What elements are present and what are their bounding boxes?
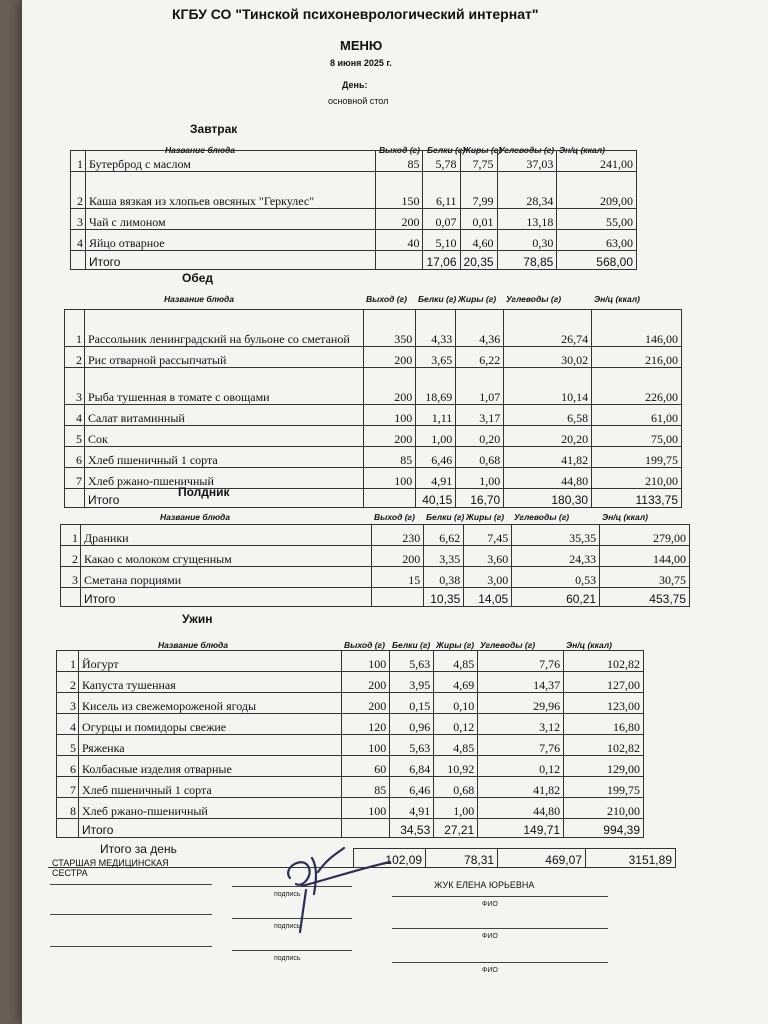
column-header-carbs: Углеводы (г) (514, 512, 570, 522)
dish-number: 7 (57, 777, 79, 798)
meal-title: Полдник (178, 485, 230, 499)
dish-name: Салат витаминный (84, 405, 363, 426)
dish-fat: 1,00 (434, 798, 478, 819)
dish-carbs: 20,20 (504, 426, 592, 447)
dish-fat: 7,45 (464, 525, 512, 546)
dish-protein: 0,15 (390, 693, 434, 714)
role-line-3 (50, 946, 212, 947)
dish-energy: 63,00 (557, 230, 637, 251)
column-header-output: Выход (г) (374, 512, 415, 522)
table-row (57, 714, 644, 735)
dish-name: Бутерброд с маслом (85, 151, 375, 172)
dish-energy: 129,00 (564, 756, 644, 777)
day-total-label: Итого за день (100, 842, 177, 856)
table-row (65, 447, 682, 468)
fio-caption-2: ФИО (482, 933, 498, 940)
table-row (65, 405, 682, 426)
dish-carbs: 0,12 (478, 756, 564, 777)
total-fat: 16,70 (456, 489, 504, 508)
dish-protein: 3,95 (390, 672, 434, 693)
dish-output: 200 (342, 672, 390, 693)
dish-protein: 4,91 (390, 798, 434, 819)
column-header-energy: Эн/ц (ккал) (602, 512, 648, 522)
handwritten-signature (272, 838, 402, 938)
total-fat: 27,21 (434, 819, 478, 838)
dish-protein: 6,11 (423, 172, 460, 209)
dish-output: 15 (372, 567, 424, 588)
total-label: Итого (80, 588, 371, 607)
column-header-fat: Жиры (г) (466, 512, 505, 522)
table-row (71, 151, 637, 172)
fio-line-3 (392, 962, 608, 963)
total-energy: 1133,75 (592, 489, 682, 508)
meal-table (56, 650, 644, 838)
column-header-protein: Белки (г) (418, 294, 457, 304)
dish-fat: 0,10 (434, 693, 478, 714)
table-row (57, 693, 644, 714)
menu-date: 8 июня 2025 г. (330, 58, 392, 68)
total-spacer (71, 251, 86, 270)
sign-caption-2: подпись (274, 923, 301, 930)
dish-number: 2 (57, 672, 79, 693)
dish-energy: 146,00 (592, 310, 682, 347)
menu-sheet (22, 0, 768, 1024)
dish-energy: 16,80 (564, 714, 644, 735)
table-row (65, 310, 682, 347)
dish-number: 8 (57, 798, 79, 819)
total-protein: 10,35 (424, 588, 464, 607)
total-energy: 568,00 (557, 251, 637, 270)
role-title: СТАРШАЯ МЕДИЦИНСКАЯ СЕСТРА (52, 858, 169, 878)
dish-number: 5 (65, 426, 85, 447)
day-total-energy: 3151,89 (586, 849, 676, 868)
dish-name: Каша вязкая из хлопьев овсяных "Геркулес" (85, 172, 375, 209)
dish-carbs: 3,12 (478, 714, 564, 735)
dish-number: 5 (57, 735, 79, 756)
table-row (57, 798, 644, 819)
column-header-carbs: Углеводы (г) (480, 640, 536, 650)
dish-output: 100 (342, 651, 390, 672)
table-row (61, 567, 690, 588)
dish-number: 7 (65, 468, 85, 489)
dish-fat: 4,36 (456, 310, 504, 347)
column-header-output: Выход (г) (379, 145, 420, 155)
dish-name: Ряженка (78, 735, 341, 756)
meal-table (70, 150, 637, 270)
total-fat: 20,35 (460, 251, 497, 270)
column-header-energy: Эн/ц (ккал) (559, 145, 605, 155)
total-row (57, 819, 644, 838)
dish-output: 40 (375, 230, 423, 251)
day-total-carbs: 469,07 (498, 849, 586, 868)
dish-number: 1 (65, 310, 85, 347)
dish-fat: 7,75 (460, 151, 497, 172)
dish-number: 2 (61, 546, 81, 567)
dish-output: 120 (342, 714, 390, 735)
dish-number: 3 (71, 209, 86, 230)
total-label: Итого (84, 489, 363, 508)
dish-output: 200 (364, 347, 416, 368)
dish-energy: 75,00 (592, 426, 682, 447)
table-row (61, 546, 690, 567)
dish-fat: 3,17 (456, 405, 504, 426)
table-row (65, 368, 682, 405)
total-protein: 34,53 (390, 819, 434, 838)
dish-name: Рис отварной рассыпчатый (84, 347, 363, 368)
dish-fat: 1,07 (456, 368, 504, 405)
dish-fat: 4,85 (434, 735, 478, 756)
dish-name: Колбасные изделия отварные (78, 756, 341, 777)
meal-title: Ужин (182, 612, 213, 626)
dish-carbs: 28,34 (497, 172, 557, 209)
dish-energy: 127,00 (564, 672, 644, 693)
organization-name: КГБУ СО "Тинской психоневрологический интернат" (172, 6, 539, 22)
dish-name: Хлеб ржано-пшеничный (78, 798, 341, 819)
dish-number: 2 (65, 347, 85, 368)
dish-protein: 5,10 (423, 230, 460, 251)
sign-caption-1: подпись (274, 891, 301, 898)
dish-energy: 210,00 (564, 798, 644, 819)
dish-protein: 1,00 (416, 426, 456, 447)
total-spacer (61, 588, 81, 607)
fio-caption-1: ФИО (482, 901, 498, 908)
column-header-fat: Жиры (г) (436, 640, 475, 650)
dish-energy: 102,82 (564, 651, 644, 672)
sign-caption-3: подпись (274, 955, 301, 962)
table-row (57, 735, 644, 756)
dish-name: Рыба тушенная в томате с овощами (84, 368, 363, 405)
table-row (61, 525, 690, 546)
dish-energy: 279,00 (600, 525, 690, 546)
total-row (71, 251, 637, 270)
dish-fat: 3,60 (464, 546, 512, 567)
total-output-empty (364, 489, 416, 508)
dish-energy: 199,75 (592, 447, 682, 468)
dish-number: 3 (65, 368, 85, 405)
dish-carbs: 30,02 (504, 347, 592, 368)
total-protein: 17,06 (423, 251, 460, 270)
dish-protein: 4,33 (416, 310, 456, 347)
column-header-name: Название блюда (158, 640, 229, 650)
total-carbs: 78,85 (497, 251, 557, 270)
sign-line-3 (232, 950, 352, 951)
dish-output: 100 (342, 798, 390, 819)
dish-energy: 61,00 (592, 405, 682, 426)
dish-fat: 0,12 (434, 714, 478, 735)
table-row (57, 672, 644, 693)
dish-name: Какао с молоком сгущенным (80, 546, 371, 567)
dish-protein: 5,63 (390, 735, 434, 756)
dish-number: 6 (65, 447, 85, 468)
total-fat: 14,05 (464, 588, 512, 607)
column-header-protein: Белки (г) (392, 640, 431, 650)
column-header-protein: Белки (г) (427, 145, 466, 155)
dish-energy: 199,75 (564, 777, 644, 798)
dish-protein: 18,69 (416, 368, 456, 405)
dish-number: 4 (57, 714, 79, 735)
dish-protein: 3,65 (416, 347, 456, 368)
dish-output: 85 (364, 447, 416, 468)
table-row (71, 230, 637, 251)
total-row (61, 588, 690, 607)
dish-output: 100 (342, 735, 390, 756)
day-total-fat: 78,31 (426, 849, 498, 868)
table-row (57, 651, 644, 672)
table-row (65, 426, 682, 447)
column-header-name: Название блюда (164, 294, 235, 304)
column-header-protein: Белки (г) (426, 512, 465, 522)
dish-protein: 5,63 (390, 651, 434, 672)
dish-number: 1 (57, 651, 79, 672)
dish-number: 6 (57, 756, 79, 777)
table-row (57, 756, 644, 777)
dish-name: Огурцы и помидоры свежие (78, 714, 341, 735)
dish-energy: 55,00 (557, 209, 637, 230)
meal-table (64, 309, 682, 508)
dish-protein: 5,78 (423, 151, 460, 172)
dish-output: 200 (364, 426, 416, 447)
dish-carbs: 26,74 (504, 310, 592, 347)
dish-fat: 7,99 (460, 172, 497, 209)
dish-output: 100 (364, 468, 416, 489)
dish-carbs: 7,76 (478, 735, 564, 756)
total-energy: 994,39 (564, 819, 644, 838)
dish-carbs: 14,37 (478, 672, 564, 693)
dish-fat: 0,68 (456, 447, 504, 468)
dish-carbs: 41,82 (478, 777, 564, 798)
column-header-name: Название блюда (160, 512, 231, 522)
dish-protein: 4,91 (416, 468, 456, 489)
dish-output: 230 (372, 525, 424, 546)
dish-protein: 6,46 (416, 447, 456, 468)
dish-name: Яйцо отварное (85, 230, 375, 251)
dish-number: 1 (61, 525, 81, 546)
dish-fat: 0,01 (460, 209, 497, 230)
dish-protein: 6,62 (424, 525, 464, 546)
dish-energy: 209,00 (557, 172, 637, 209)
day-label: День: (342, 80, 368, 90)
dish-energy: 30,75 (600, 567, 690, 588)
dish-energy: 123,00 (564, 693, 644, 714)
dish-output: 100 (364, 405, 416, 426)
total-row (65, 489, 682, 508)
total-carbs: 60,21 (512, 588, 600, 607)
dish-carbs: 7,76 (478, 651, 564, 672)
total-protein: 40,15 (416, 489, 456, 508)
dish-output: 85 (342, 777, 390, 798)
role-line-2 (50, 914, 212, 915)
day-total-protein: 102,09 (354, 849, 426, 868)
dish-output: 60 (342, 756, 390, 777)
dish-carbs: 41,82 (504, 447, 592, 468)
dish-output: 150 (375, 172, 423, 209)
total-energy: 453,75 (600, 588, 690, 607)
dish-number: 4 (71, 230, 86, 251)
role-line (50, 884, 212, 885)
table-row (57, 777, 644, 798)
dish-fat: 4,69 (434, 672, 478, 693)
dish-output: 350 (364, 310, 416, 347)
dish-energy: 216,00 (592, 347, 682, 368)
fio-line-1 (392, 896, 608, 897)
dish-carbs: 24,33 (512, 546, 600, 567)
fio-caption-3: ФИО (482, 967, 498, 974)
dish-output: 200 (342, 693, 390, 714)
dish-name: Хлеб ржано-пшеничный (84, 468, 363, 489)
meal-title: Завтрак (190, 122, 238, 136)
dish-carbs: 10,14 (504, 368, 592, 405)
table-row (71, 209, 637, 230)
dish-energy: 144,00 (600, 546, 690, 567)
total-spacer (65, 489, 85, 508)
dish-fat: 4,85 (434, 651, 478, 672)
dish-fat: 0,20 (456, 426, 504, 447)
meal-title: Обед (182, 271, 214, 285)
dish-name: Рассольник ленинградский на бульоне со сметаной (84, 310, 363, 347)
dish-carbs: 29,96 (478, 693, 564, 714)
total-output-empty (375, 251, 423, 270)
person-name: ЖУК ЕЛЕНА ЮРЬЕВНА (434, 880, 535, 890)
dish-protein: 0,38 (424, 567, 464, 588)
dish-output: 200 (372, 546, 424, 567)
dish-number: 3 (57, 693, 79, 714)
dish-number: 4 (65, 405, 85, 426)
column-header-carbs: Углеводы (г) (506, 294, 562, 304)
dish-energy: 210,00 (592, 468, 682, 489)
dish-name: Сок (84, 426, 363, 447)
total-carbs: 180,30 (504, 489, 592, 508)
dish-carbs: 0,30 (497, 230, 557, 251)
column-header-carbs: Углеводы (г) (499, 145, 555, 155)
dish-name: Драники (80, 525, 371, 546)
dish-energy: 241,00 (557, 151, 637, 172)
dish-fat: 10,92 (434, 756, 478, 777)
column-header-energy: Эн/ц (ккал) (594, 294, 640, 304)
dish-energy: 102,82 (564, 735, 644, 756)
table-row (71, 172, 637, 209)
dish-protein: 3,35 (424, 546, 464, 567)
total-label: Итого (85, 251, 375, 270)
total-carbs: 149,71 (478, 819, 564, 838)
dish-carbs: 13,18 (497, 209, 557, 230)
dish-output: 85 (375, 151, 423, 172)
dish-output: 200 (364, 368, 416, 405)
dish-output: 200 (375, 209, 423, 230)
dish-protein: 6,84 (390, 756, 434, 777)
dish-protein: 0,07 (423, 209, 460, 230)
dish-fat: 6,22 (456, 347, 504, 368)
dish-fat: 3,00 (464, 567, 512, 588)
dish-protein: 1,11 (416, 405, 456, 426)
document-title: МЕНЮ (340, 38, 383, 53)
dish-fat: 0,68 (434, 777, 478, 798)
dish-name: Йогурт (78, 651, 341, 672)
table-row (65, 347, 682, 368)
total-spacer (57, 819, 79, 838)
dish-name: Хлеб пшеничный 1 сорта (84, 447, 363, 468)
dish-carbs: 44,80 (478, 798, 564, 819)
dish-carbs: 37,03 (497, 151, 557, 172)
total-output-empty (372, 588, 424, 607)
fio-line-2 (392, 928, 608, 929)
meal-table (60, 524, 690, 607)
dish-fat: 4,60 (460, 230, 497, 251)
dish-number: 2 (71, 172, 86, 209)
dish-fat: 1,00 (456, 468, 504, 489)
dish-name: Чай с лимоном (85, 209, 375, 230)
dish-protein: 6,46 (390, 777, 434, 798)
dish-carbs: 6,58 (504, 405, 592, 426)
dish-carbs: 44,80 (504, 468, 592, 489)
dish-energy: 226,00 (592, 368, 682, 405)
dish-carbs: 35,35 (512, 525, 600, 546)
dish-name: Хлеб пшеничный 1 сорта (78, 777, 341, 798)
total-output-empty (342, 819, 390, 838)
dish-protein: 0,96 (390, 714, 434, 735)
column-header-fat: Жиры (г) (463, 145, 502, 155)
column-header-output: Выход (г) (344, 640, 385, 650)
dish-carbs: 0,53 (512, 567, 600, 588)
column-header-energy: Эн/ц (ккал) (566, 640, 612, 650)
dish-name: Кисель из свежемороженой ягоды (78, 693, 341, 714)
column-header-output: Выход (г) (366, 294, 407, 304)
dish-number: 3 (61, 567, 81, 588)
dish-number: 1 (71, 151, 86, 172)
table-row (65, 468, 682, 489)
column-header-name: Название блюда (165, 145, 236, 155)
dish-name: Капуста тушенная (78, 672, 341, 693)
day-value: основной стол (328, 96, 389, 106)
total-label: Итого (78, 819, 341, 838)
column-header-fat: Жиры (г) (458, 294, 497, 304)
dish-name: Сметана порциями (80, 567, 371, 588)
